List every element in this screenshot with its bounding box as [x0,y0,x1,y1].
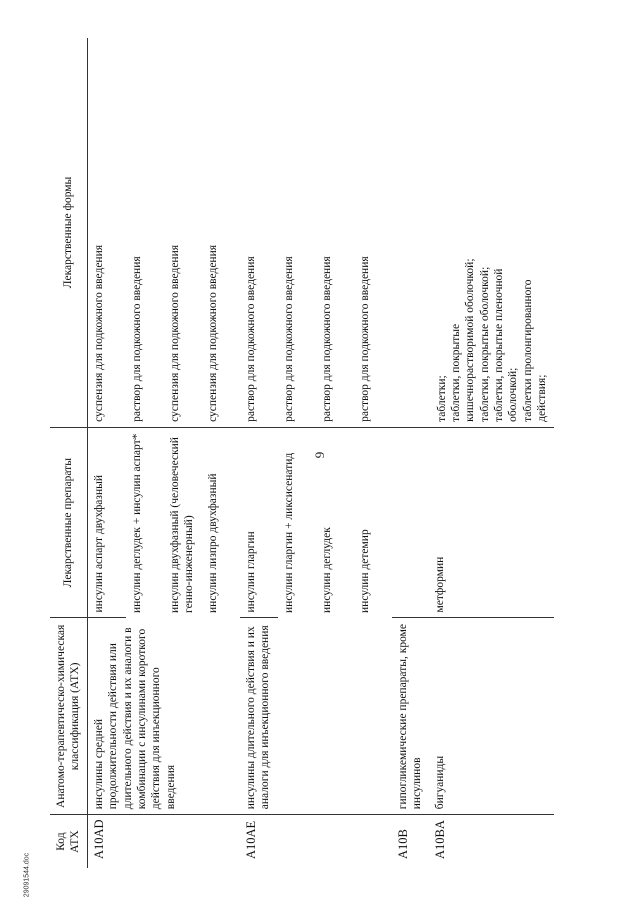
atc-classification: гипогликемические препараты, кроме инсулинов [392,617,429,814]
atc-code: A10BA [432,819,447,859]
drug-form: раствор для подкожного введения [240,38,278,427]
drug-name: инсулин гларгин + ликсисенатид [282,452,295,613]
header-forms: Лекарственные формы [50,38,87,427]
drug-name: инсулин лизпро двухфазный [206,473,219,613]
rotated-page [50,38,590,868]
atc-classification: инсулины длительного действия и их аналоги для инъекционного введения [240,617,392,814]
table-row [429,38,554,868]
form-line: действия; [536,374,549,422]
drug-form: раствор для подкожного введения [316,38,354,427]
drug-form: раствор для подкожного введения [126,38,164,427]
drug-name: инсулин аспарт двухфазный [87,427,126,618]
document-id: 29091544.doc [23,852,31,898]
drug-form: раствор для подкожного введения [354,38,392,427]
table-row [240,38,278,868]
drug-name: инсулин гларгин [240,427,278,618]
drug-form [392,38,429,427]
form-line: таблетки; [435,374,448,422]
drug-name [392,427,429,618]
atc-code: A10AD [91,818,106,859]
drug-name: инсулин деглудек [320,526,333,613]
drug-name: инсулин двухфазный (человеческий генно-инженерный) [168,436,196,613]
page-number: 9 [312,451,327,459]
header-drugs: Лекарственные препараты [50,427,87,618]
atc-code: A10B [395,828,410,859]
atc-table [50,38,554,868]
atc-classification: бигуаниды [429,617,554,814]
form-line: таблетки пролонгированного [521,278,534,422]
atc-classification: инсулины средней продолжительности действия или длительного действия и их аналоги в комбинации с инсулинами короткого действия для инъекционного введения [87,617,240,814]
drug-form: суспензия для подкожного введения [87,38,126,427]
form-line: оболочкой; [507,367,520,422]
header-code: Код АТХ [50,814,87,867]
drug-name: метформин [429,427,554,618]
drug-form: суспензия для подкожного введения [202,38,240,427]
table-row [87,38,126,868]
form-line: таблетки, покрытые [449,323,462,422]
drug-name: инсулин детемир [358,528,371,613]
drug-form: раствор для подкожного введения [278,38,316,427]
table-row [392,38,429,868]
table-header-row [50,38,87,868]
form-line: кишечнорастворимой оболочкой; [464,257,477,422]
header-classification: Анатомо-терапевтическо-химическая классификация (АТХ) [50,617,87,814]
drug-name: инсулин деглудек + инсулин аспарт* [130,433,143,613]
drug-form [429,38,554,427]
drug-form: суспензия для подкожного введения [164,38,202,427]
form-line: таблетки, покрытые пленочной [493,268,505,422]
form-line: таблетки, покрытые оболочкой; [478,266,491,422]
atc-code: A10AE [243,820,258,859]
